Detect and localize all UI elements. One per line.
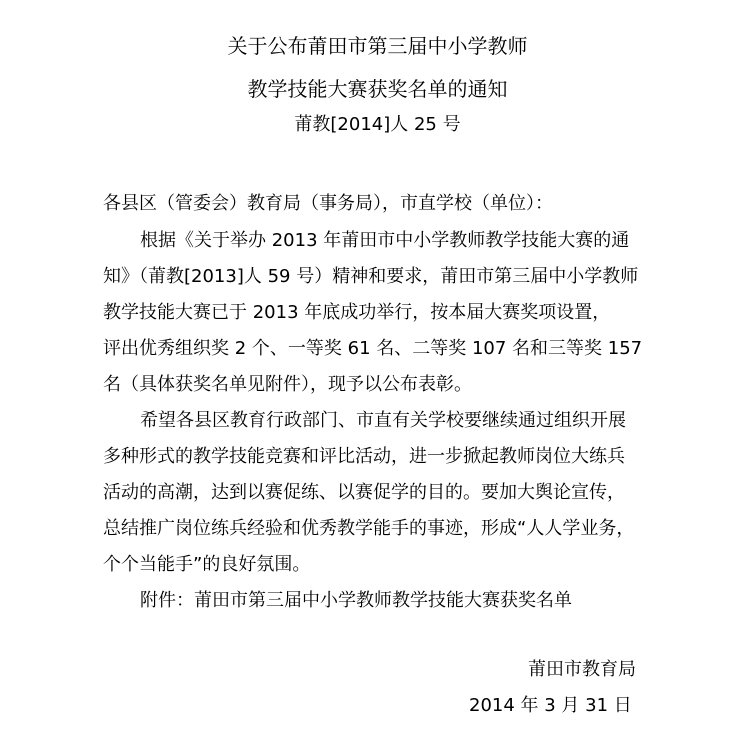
paragraph-2-line-3: 活动的高潮，达到以赛促练、以赛促学的目的。要加大舆论宣传， — [103, 482, 625, 503]
salutation: 各县区（管委会）教育局（事务局），市直学校（单位）： — [103, 193, 553, 214]
title-line-2: 教学技能大赛获奖名单的通知 — [247, 77, 508, 101]
signature-date: 2014 年 3 月 31 日 — [469, 695, 632, 716]
paragraph-2-line-1: 希望各县区教育行政部门、市直有关学校要继续通过组织开展 — [140, 410, 626, 431]
paragraph-1-line-2: 知》（莆教[2013]人 59 号）精神和要求，莆田市第三届中小学教师 — [103, 266, 639, 287]
paragraph-1-line-4: 评出优秀组织奖 2 个、一等奖 61 名、二等奖 107 名和三等奖 157 — [103, 338, 643, 359]
paragraph-2-line-2: 多种形式的教学技能竞赛和评比活动，进一步掀起教师岗位大练兵 — [103, 446, 625, 467]
attachment-line: 附件：莆田市第三届中小学教师教学技能大赛获奖名单 — [140, 590, 572, 611]
document-number: 莆教[2014]人 25 号 — [294, 114, 461, 135]
paragraph-2-line-4: 总结推广岗位练兵经验和优秀教学能手的事迹，形成“人人学业务， — [103, 518, 635, 539]
signature-organization: 莆田市教育局 — [528, 659, 636, 680]
paragraph-1-line-5: 名（具体获奖名单见附件），现予以公布表彰。 — [103, 374, 472, 395]
paragraph-2-line-5: 个个当能手”的良好氛围。 — [103, 554, 311, 575]
paragraph-1-line-3: 教学技能大赛已于 2013 年底成功举行，按本届大赛奖项设置， — [103, 302, 611, 323]
title-line-1: 关于公布莆田市第三届中小学教师 — [227, 34, 528, 58]
paragraph-1-line-1: 根据《关于举办 2013 年莆田市中小学教师教学技能大赛的通 — [140, 230, 630, 251]
